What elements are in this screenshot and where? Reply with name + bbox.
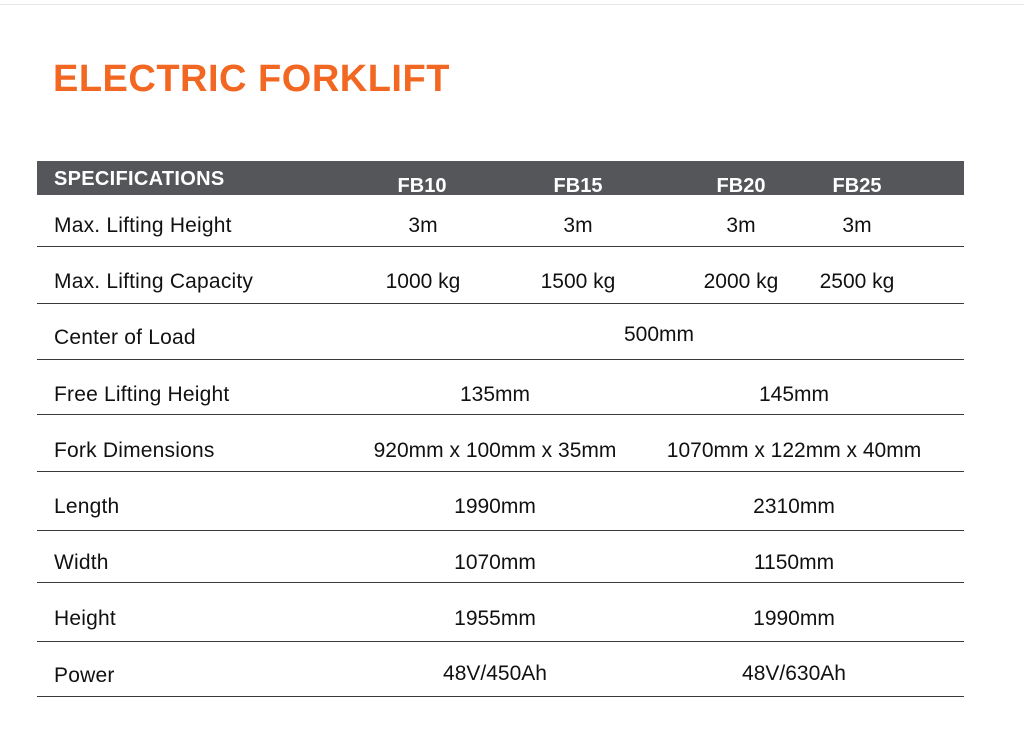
row-label: Max. Lifting Height [54,214,232,237]
cell-value: 48V/450Ah [443,662,547,685]
cell-value: 500mm [623,323,695,346]
page-title: ELECTRIC FORKLIFT [53,58,450,100]
cell-value: 920mm x 100mm x 35mm [373,439,617,462]
row-label: Length [54,495,120,518]
row-label: Width [54,551,109,574]
table-row [37,304,964,360]
table-row [37,247,964,304]
cell-value: 135mm [459,383,531,406]
cell-value: 1070mm [454,551,536,574]
cell-value: 1955mm [454,607,536,630]
cell-value: 2000 kg [703,270,779,293]
cell-value: 145mm [758,383,830,406]
row-label: Center of Load [54,326,196,349]
table-row [37,472,964,531]
cell-value: 3m [726,214,756,237]
cell-value: 1500 kg [540,270,616,293]
cell-value: 3m [563,214,593,237]
cell-value: 2310mm [753,495,835,518]
cell-value: 1990mm [454,495,536,518]
cell-value: 48V/630Ah [742,662,846,685]
table-row [37,415,964,472]
table-header: SPECIFICATIONS FB10 FB15 FB20 FB25 [37,161,964,195]
table-row [37,583,964,642]
row-label: Fork Dimensions [54,439,215,462]
table-row [37,360,964,415]
cell-value: 1150mm [753,551,835,574]
row-label: Free Lifting Height [54,383,230,406]
cell-value: 1990mm [753,607,835,630]
row-label: Max. Lifting Capacity [54,270,254,293]
table-row [37,642,964,697]
cell-value: 3m [408,214,438,237]
cell-value: 2500 kg [819,270,895,293]
table-row [37,195,964,247]
header-specifications: SPECIFICATIONS [54,168,225,190]
cell-value: 1000 kg [385,270,461,293]
top-divider [0,4,1024,5]
row-label: Height [54,607,116,630]
cell-value: 1070mm x 122mm x 40mm [666,439,922,462]
table-row [37,531,964,583]
row-label: Power [54,664,115,687]
cell-value: 3m [842,214,872,237]
